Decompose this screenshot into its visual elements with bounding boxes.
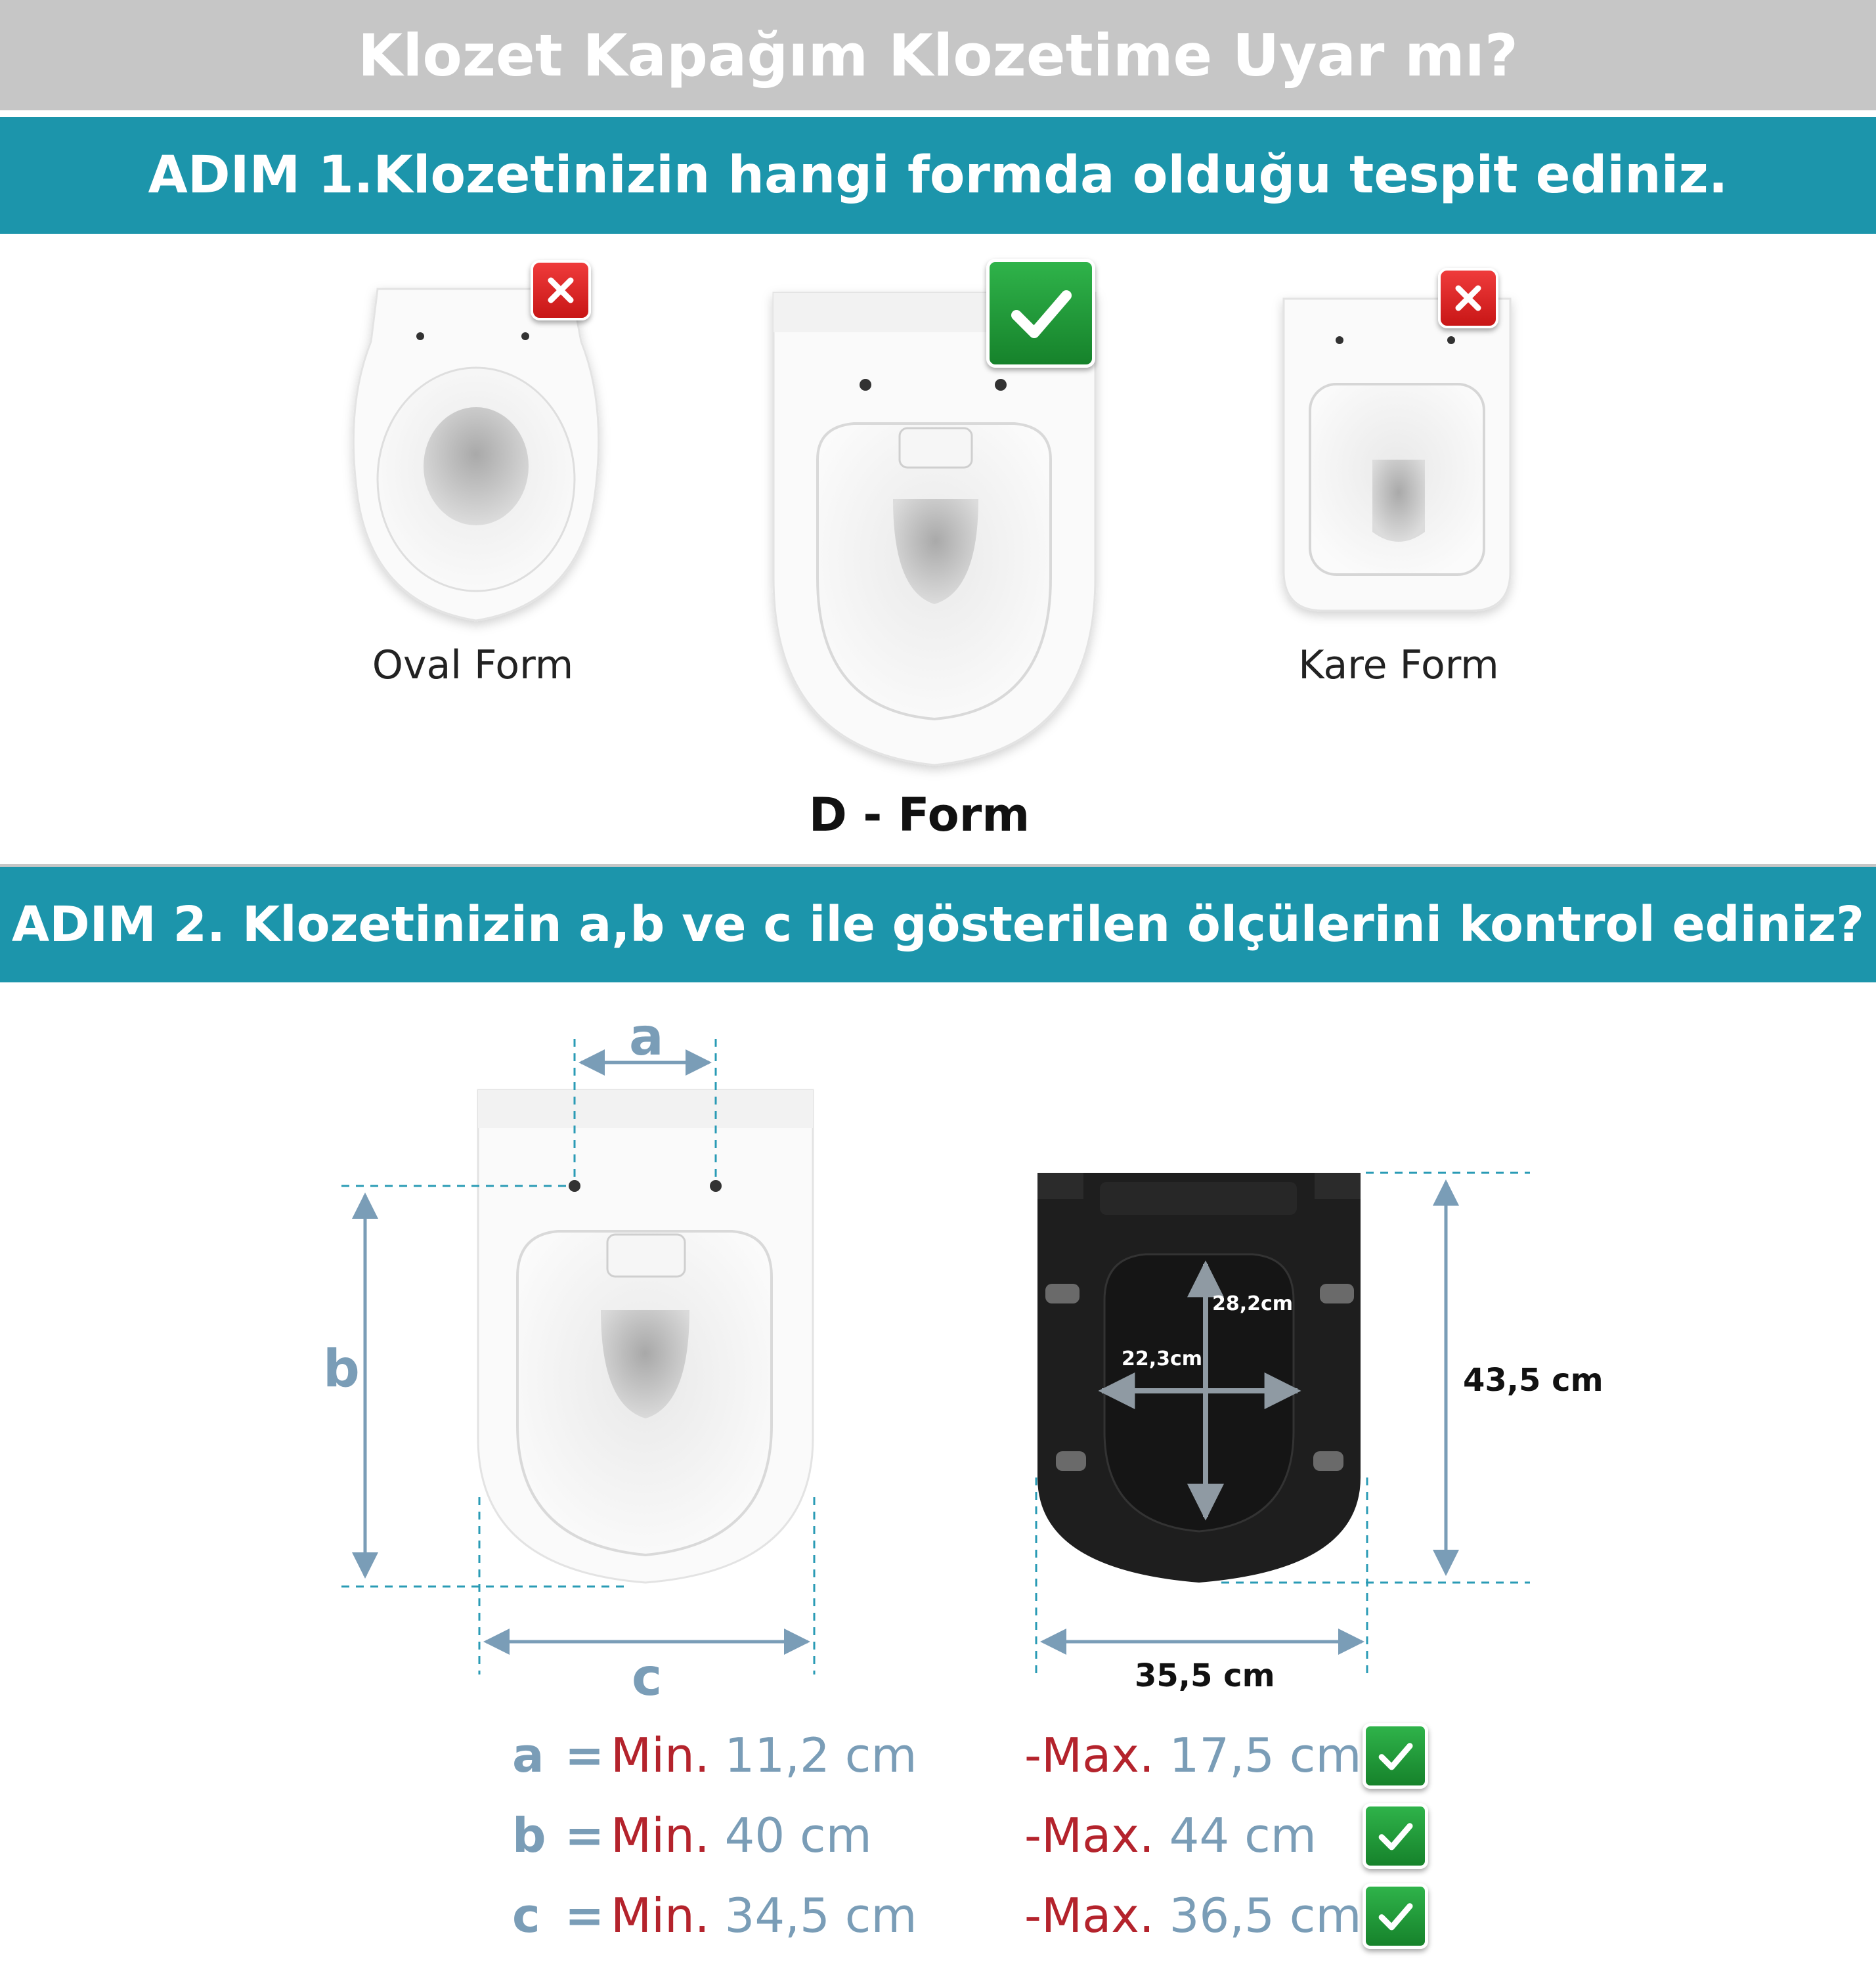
step1-banner: ADIM 1.Klozetinizin hangi formda olduğu tespit ediniz. <box>0 117 1876 234</box>
page-title: Klozet Kapağım Klozetime Uyar mı? <box>0 0 1876 110</box>
check-icon <box>1375 1736 1416 1776</box>
spec-c-ok-badge <box>1363 1883 1428 1949</box>
spec-eq: = <box>565 1808 605 1863</box>
correct-badge-d-form <box>986 259 1095 368</box>
step2-banner: ADIM 2. Klozetinizin a,b ve c ile gösterilen ölçülerini kontrol ediniz? <box>0 867 1876 982</box>
d-form-label: D - Form <box>808 788 1030 842</box>
spec-row-a <box>512 1719 1431 1791</box>
max-label: -Max. <box>1024 1888 1154 1943</box>
check-icon <box>1375 1896 1416 1937</box>
min-value: 11,2 cm <box>724 1728 917 1783</box>
divider <box>0 110 1876 117</box>
spec-eq: = <box>565 1728 605 1783</box>
spec-a-ok-badge <box>1363 1723 1428 1789</box>
spec-eq: = <box>565 1888 605 1943</box>
max-value: 17,5 cm <box>1169 1728 1362 1783</box>
check-icon <box>1005 277 1077 349</box>
inner-width-label: 22,3cm <box>1122 1347 1203 1370</box>
max-value: 36,5 cm <box>1169 1888 1362 1943</box>
cross-icon <box>544 274 577 307</box>
min-label: Min. <box>611 1808 710 1863</box>
spec-key: a <box>512 1728 544 1783</box>
spec-row-c <box>512 1879 1431 1952</box>
toilet-forms-illustration <box>0 234 1876 864</box>
spec-row-b <box>512 1799 1431 1871</box>
oval-toilet-image <box>353 289 598 621</box>
kare-form-label: Kare Form <box>1298 642 1499 688</box>
spec-b-ok-badge <box>1363 1803 1428 1869</box>
min-label: Min. <box>611 1728 710 1783</box>
min-value: 40 cm <box>724 1808 872 1863</box>
check-icon <box>1375 1816 1416 1856</box>
inner-length-label: 28,2cm <box>1212 1292 1294 1315</box>
dimension-c-label: c <box>632 1648 663 1707</box>
spec-key: b <box>512 1808 546 1863</box>
dimension-b-label: b <box>323 1340 360 1399</box>
toilet-seat-image <box>1037 1173 1361 1583</box>
incorrect-badge-kare <box>1438 268 1498 328</box>
max-value: 44 cm <box>1169 1808 1317 1863</box>
min-value: 34,5 cm <box>724 1888 917 1943</box>
seat-width-label: 35,5 cm <box>1135 1657 1275 1694</box>
kare-toilet-image <box>1284 299 1510 611</box>
dimension-diagram <box>0 982 1876 1692</box>
max-label: -Max. <box>1024 1728 1154 1783</box>
max-label: -Max. <box>1024 1808 1154 1863</box>
min-label: Min. <box>611 1888 710 1943</box>
dimension-a-label: a <box>629 1008 664 1067</box>
incorrect-badge-oval <box>531 260 591 320</box>
spec-key: c <box>512 1888 540 1943</box>
d-form-toilet-diagram <box>478 1090 813 1583</box>
oval-form-label: Oval Form <box>372 642 574 688</box>
cross-icon <box>1452 282 1485 315</box>
seat-height-label: 43,5 cm <box>1463 1362 1603 1399</box>
